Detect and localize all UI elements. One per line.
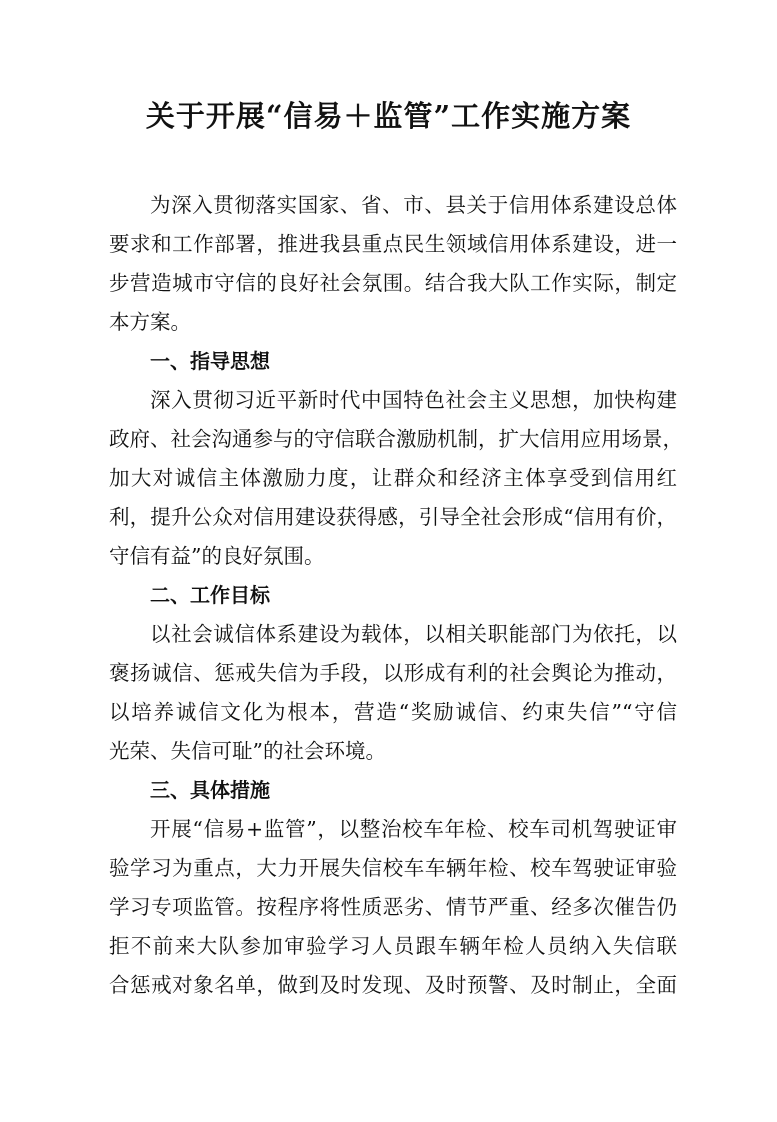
intro-paragraph [109,186,677,342]
paragraph-line: 要求和工作部署，推进我县重点民生领域信用体系建设，进一 [109,232,677,256]
paragraph-line: 本方案。 [109,310,191,334]
paragraph-line: 以培养诚信文化为根本，营造“奖励诚信、约束失信”“守信 [109,700,677,724]
paragraph-line: 以社会诚信体系建设为载体，以相关职能部门为依托，以 [150,622,677,646]
paragraph-line: 合惩戒对象名单，做到及时发现、及时预警、及时制止，全面 [109,973,677,997]
paragraph-line: 步营造城市守信的良好社会氛围。结合我大队工作实际，制定 [109,271,677,295]
paragraph-line: 开展“信易+监管”，以整治校车年检、校车司机驾驶证审 [150,817,677,841]
section-heading: 三、具体措施 [150,778,270,802]
section-heading: 二、工作目标 [150,583,270,607]
section-paragraph [109,810,677,1005]
paragraph-line: 深入贯彻习近平新时代中国特色社会主义思想，加快构建 [150,388,677,412]
document-body [109,186,683,1005]
section-paragraph [109,381,683,576]
paragraph-line: 政府、社会沟通参与的守信联合激励机制，扩大信用应用场景， [109,427,683,451]
paragraph-line: 验学习为重点，大力开展失信校车车辆年检、校车驾驶证审验 [109,856,677,880]
paragraph-line: 学习专项监管。按程序将性质恶劣、情节严重、经多次催告仍 [109,895,677,919]
section-heading: 一、指导思想 [150,349,270,373]
section-paragraph [109,615,677,771]
paragraph-line: 守信有益”的良好氛围。 [109,544,325,568]
paragraph-line: 拒不前来大队参加审验学习人员跟车辆年检人员纳入失信联 [109,934,677,958]
paragraph-line: 利，提升公众对信用建设获得感，引导全社会形成“信用有价， [109,505,677,529]
paragraph-line: 褒扬诚信、惩戒失信为手段，以形成有利的社会舆论为推动， [109,661,677,685]
document-title: 关于开展“信易＋监管”工作实施方案 [145,99,632,133]
paragraph-line: 为深入贯彻落实国家、省、市、县关于信用体系建设总体 [150,193,677,217]
paragraph-line: 光荣、失信可耻”的社会环境。 [109,739,386,763]
paragraph-line: 加大对诚信主体激励力度，让群众和经济主体享受到信用红 [109,466,677,490]
